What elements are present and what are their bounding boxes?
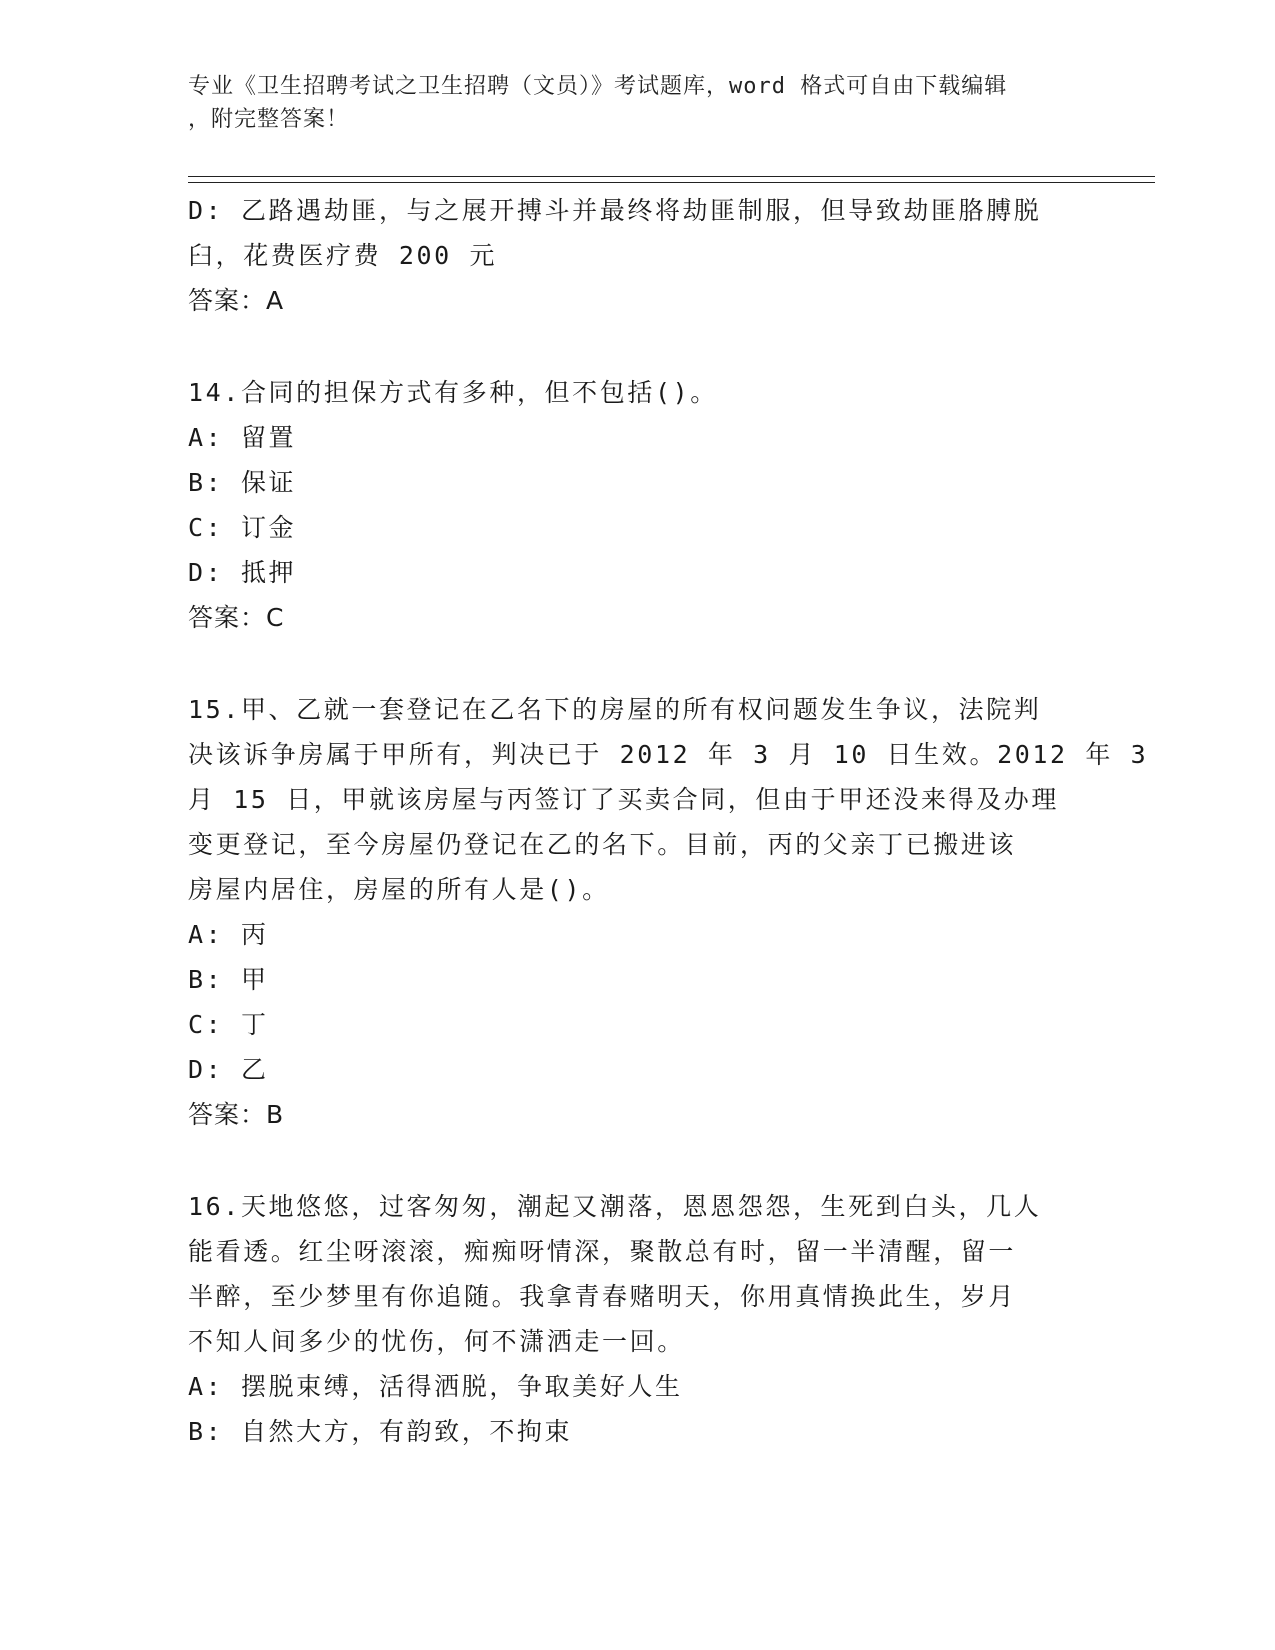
question-stem: 不知人间多少的忧伤，何不潇洒走一回。 — [188, 1327, 685, 1356]
question-stem: 半醉，至少梦里有你追随。我拿青春赌明天，你用真情换此生，岁月 — [188, 1282, 1017, 1311]
option-b: B: 甲 — [188, 965, 269, 994]
header-line: ，附完整答案！ — [188, 107, 350, 132]
question-stem: 14.合同的担保方式有多种，但不包括()。 — [188, 378, 718, 407]
document-body — [188, 188, 1149, 1454]
question-stem: 15.甲、乙就一套登记在乙名下的房屋的所有权问题发生争议，法院判 — [188, 695, 1042, 724]
option-a: A: 丙 — [188, 920, 269, 949]
question-stem: 16.天地悠悠，过客匆匆，潮起又潮落，恩恩怨怨，生死到白头，几人 — [188, 1192, 1042, 1221]
question-stem: 能看透。红尘呀滚滚，痴痴呀情深，聚散总有时，留一半清醒，留一 — [188, 1237, 1017, 1266]
header-divider — [188, 176, 1155, 177]
question-13-tail — [188, 188, 1088, 323]
answer-line: 答案：B — [188, 1100, 285, 1129]
option-d-line: 臼，花费医疗费 200 元 — [188, 241, 498, 270]
option-c: C: 丁 — [188, 1010, 269, 1039]
option-a: A: 摆脱束缚，活得洒脱，争取美好人生 — [188, 1372, 683, 1401]
question-stem: 决该诉争房属于甲所有，判决已于 2012 年 3 月 10 日生效。2012 年 3 — [188, 740, 1149, 769]
answer-line: 答案：A — [188, 286, 285, 315]
option-a: A: 留置 — [188, 423, 297, 452]
answer-line: 答案：C — [188, 603, 285, 632]
page-header — [188, 70, 1068, 136]
option-d: D: 抵押 — [188, 558, 297, 587]
option-b: B: 保证 — [188, 468, 297, 497]
question-14 — [188, 370, 1088, 640]
question-stem: 月 15 日，甲就该房屋与丙签订了买卖合同，但由于甲还没来得及办理 — [188, 785, 1060, 814]
option-b: B: 自然大方，有韵致，不拘束 — [188, 1417, 573, 1446]
question-16 — [188, 1184, 1088, 1454]
option-d-line: D: 乙路遇劫匪，与之展开搏斗并最终将劫匪制服，但导致劫匪胳膊脱 — [188, 196, 1042, 225]
question-stem: 变更登记，至今房屋仍登记在乙的名下。目前，丙的父亲丁已搬进该 — [188, 830, 1017, 859]
question-stem: 房屋内居住，房屋的所有人是()。 — [188, 875, 610, 904]
question-15 — [188, 687, 1149, 1137]
option-d: D: 乙 — [188, 1055, 269, 1084]
option-c: C: 订金 — [188, 513, 297, 542]
header-divider — [188, 182, 1155, 183]
header-line: 专业《卫生招聘考试之卫生招聘（文员）》考试题库，word 格式可自由下载编辑 — [188, 74, 1008, 99]
